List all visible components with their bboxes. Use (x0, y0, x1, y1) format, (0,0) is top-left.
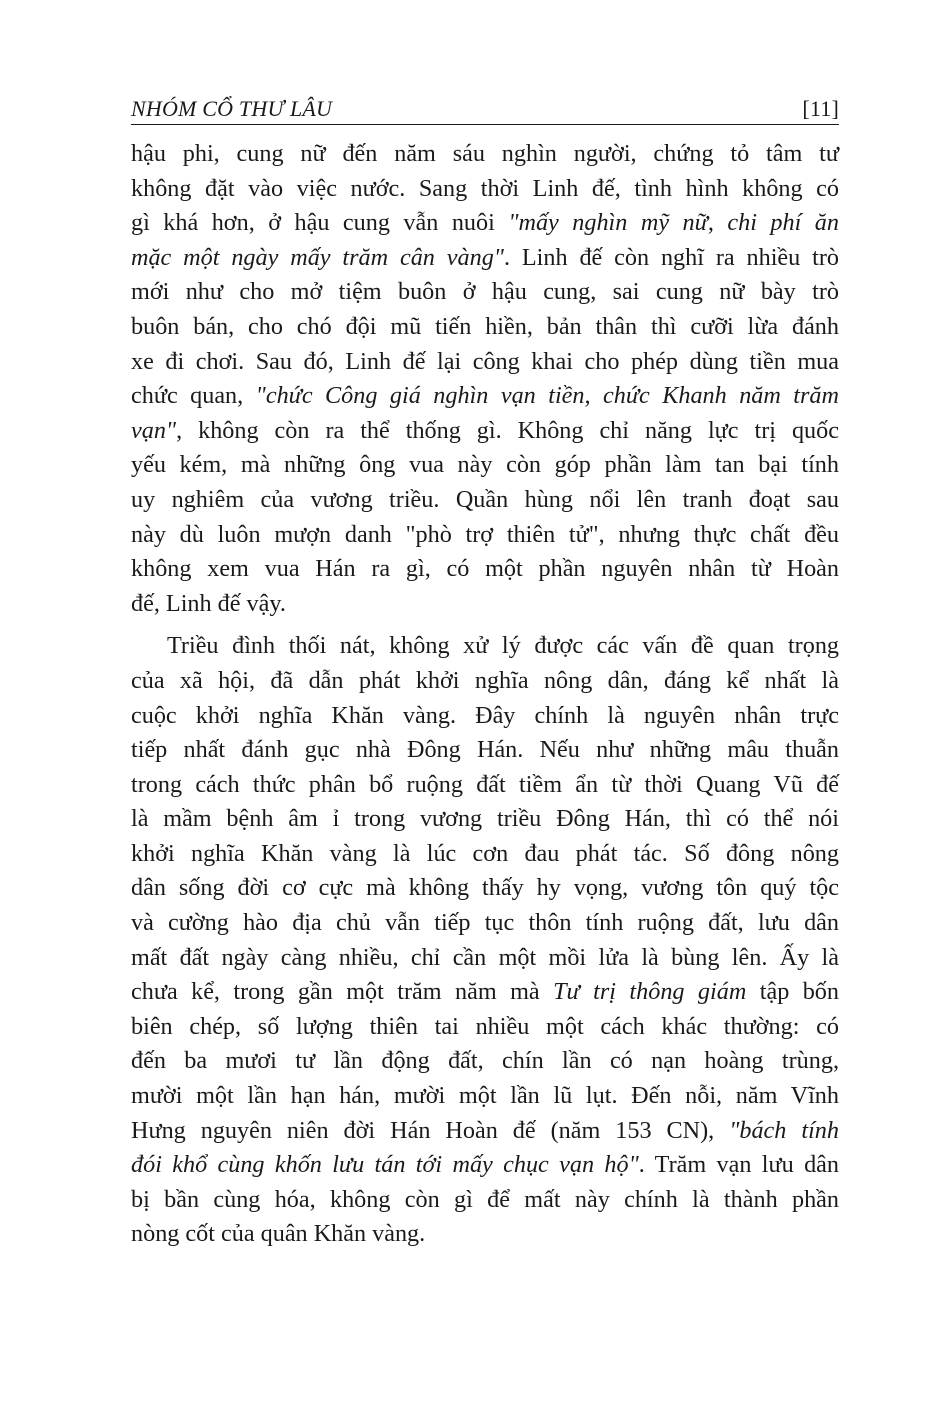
text-line (131, 802, 839, 837)
text-line (131, 552, 839, 587)
text-run: xe đi chơi. Sau đó, Linh đế lại công khai cho phép dùng tiền mua (131, 347, 839, 375)
text-line (131, 1217, 839, 1252)
text-run: này dù luôn mượn danh "phò trợ thiên tử", nhưng thực chất đều (131, 520, 839, 548)
text-line (131, 587, 839, 622)
text-line (131, 664, 839, 699)
text-run: mất đất ngày càng nhiều, chỉ cần một mồi lửa là bùng lên. Ấy là (131, 943, 839, 971)
text-run: Hưng nguyên niên đời Hán Hoàn đế (năm 153 CN), (131, 1116, 730, 1144)
italic-text: "chức Công giá nghìn vạn tiền, chức Khanh năm trăm (255, 382, 839, 410)
text-run: và cường hào địa chủ vẫn tiếp tục thôn tính ruộng đất, lưu dân (131, 909, 839, 937)
text-line (131, 768, 839, 803)
italic-text: đói khổ cùng khốn lưu tán tới mấy chục vạn hộ" (131, 1151, 639, 1179)
text-line (131, 906, 839, 941)
text-line (131, 206, 839, 241)
text-run: Triều đình thối nát, không xử lý được các vấn đề quan trọng (167, 632, 839, 660)
text-line (131, 733, 839, 768)
paragraph-1 (131, 137, 839, 621)
text-run: gì khá hơn, ở hậu cung vẫn nuôi (131, 209, 509, 237)
text-run: trong cách thức phân bổ ruộng đất tiềm ẩn từ thời Quang Vũ đế (131, 770, 839, 798)
text-run: không xem vua Hán ra gì, có một phần nguyên nhân từ Hoàn (131, 555, 839, 583)
page-number: [11] (802, 96, 839, 121)
text-line (131, 871, 839, 906)
text-run: . Trăm vạn lưu dân (638, 1151, 839, 1179)
running-header (131, 96, 839, 125)
text-line (131, 172, 839, 207)
text-run: hậu phi, cung nữ đến năm sáu nghìn người, chứng tỏ tâm tư (131, 140, 839, 167)
text-run: khởi nghĩa Khăn vàng là lúc cơn đau phát tác. Số đông nông (131, 839, 839, 867)
text-run: tiếp nhất đánh gục nhà Đông Hán. Nếu như những mâu thuẫn (131, 736, 839, 764)
text-line (131, 1183, 839, 1218)
text-run: chức quan, (131, 382, 256, 410)
text-line (131, 975, 839, 1010)
text-run: buôn bán, cho chó đội mũ tiến hiền, bản thân thì cưỡi lừa đánh (131, 312, 839, 340)
italic-text: mặc một ngày mấy trăm cân vàng" (131, 243, 504, 271)
text-run: dân sống đời cơ cực mà không thấy hy vọng, vương tôn quý tộc (131, 874, 839, 902)
text-run: chưa kể, trong gần một trăm năm mà (131, 978, 554, 1006)
text-run: biên chép, số lượng thiên tai nhiều một cách khác thường: có (131, 1012, 839, 1040)
text-line (131, 1114, 839, 1149)
text-line (131, 699, 839, 734)
text-line (131, 1044, 839, 1079)
text-run: tập bốn (746, 978, 839, 1006)
text-run: bị bần cùng hóa, không còn gì để mất này chính là thành phần (131, 1185, 839, 1213)
text-run: không đặt vào việc nước. Sang thời Linh đế, tình hình không có (131, 174, 839, 202)
text-line (131, 448, 839, 483)
text-run: uy nghiêm của vương triều. Quần hùng nổi lên tranh đoạt sau (131, 485, 839, 513)
text-run: của xã hội, đã dẫn phát khởi nghĩa nông dân, đáng kể nhất là (131, 666, 839, 694)
text-run: . Linh đế còn nghĩ ra nhiều trò (503, 243, 839, 271)
italic-text: "bách tính (729, 1116, 839, 1144)
text-run: mười một lần hạn hán, mười một lần lũ lụt. Đến nỗi, năm Vĩnh (131, 1082, 839, 1110)
text-run: đến ba mươi tư lần động đất, chín lần có nạn hoàng trùng, (131, 1047, 839, 1075)
text-line (131, 379, 839, 414)
text-run: mới như cho mở tiệm buôn ở hậu cung, sai cung nữ bày trò (131, 278, 839, 306)
text-line (131, 518, 839, 553)
italic-text: vạn" (131, 416, 177, 444)
running-title: NHÓM CỔ THƯ LÂU (131, 96, 333, 121)
italic-text: Tư trị thông giám (553, 978, 747, 1006)
text-line (131, 137, 839, 172)
book-page (131, 96, 839, 1252)
text-line (131, 241, 839, 276)
text-line (131, 310, 839, 345)
text-run: yếu kém, mà những ông vua này còn góp phần làm tan bại tính (131, 451, 839, 479)
text-run: đế, Linh đế vậy. (131, 589, 286, 617)
paragraph-2 (131, 629, 839, 1252)
text-line (131, 483, 839, 518)
text-line (131, 414, 839, 449)
text-run: nòng cốt của quân Khăn vàng. (131, 1220, 426, 1248)
text-run: cuộc khởi nghĩa Khăn vàng. Đây chính là nguyên nhân trực (131, 701, 839, 729)
text-line (131, 837, 839, 872)
text-line (131, 941, 839, 976)
body-text (131, 137, 839, 1252)
italic-text: "mấy nghìn mỹ nữ, chi phí ăn (508, 209, 839, 237)
text-run: là mầm bệnh âm ỉ trong vương triều Đông Hán, thì có thể nói (131, 805, 839, 833)
text-line (131, 345, 839, 380)
text-line (131, 1079, 839, 1114)
text-line (131, 275, 839, 310)
text-line (131, 629, 839, 664)
text-line (131, 1148, 839, 1183)
text-line (131, 1010, 839, 1045)
text-run: , không còn ra thể thống gì. Không chỉ năng lực trị quốc (176, 416, 839, 444)
